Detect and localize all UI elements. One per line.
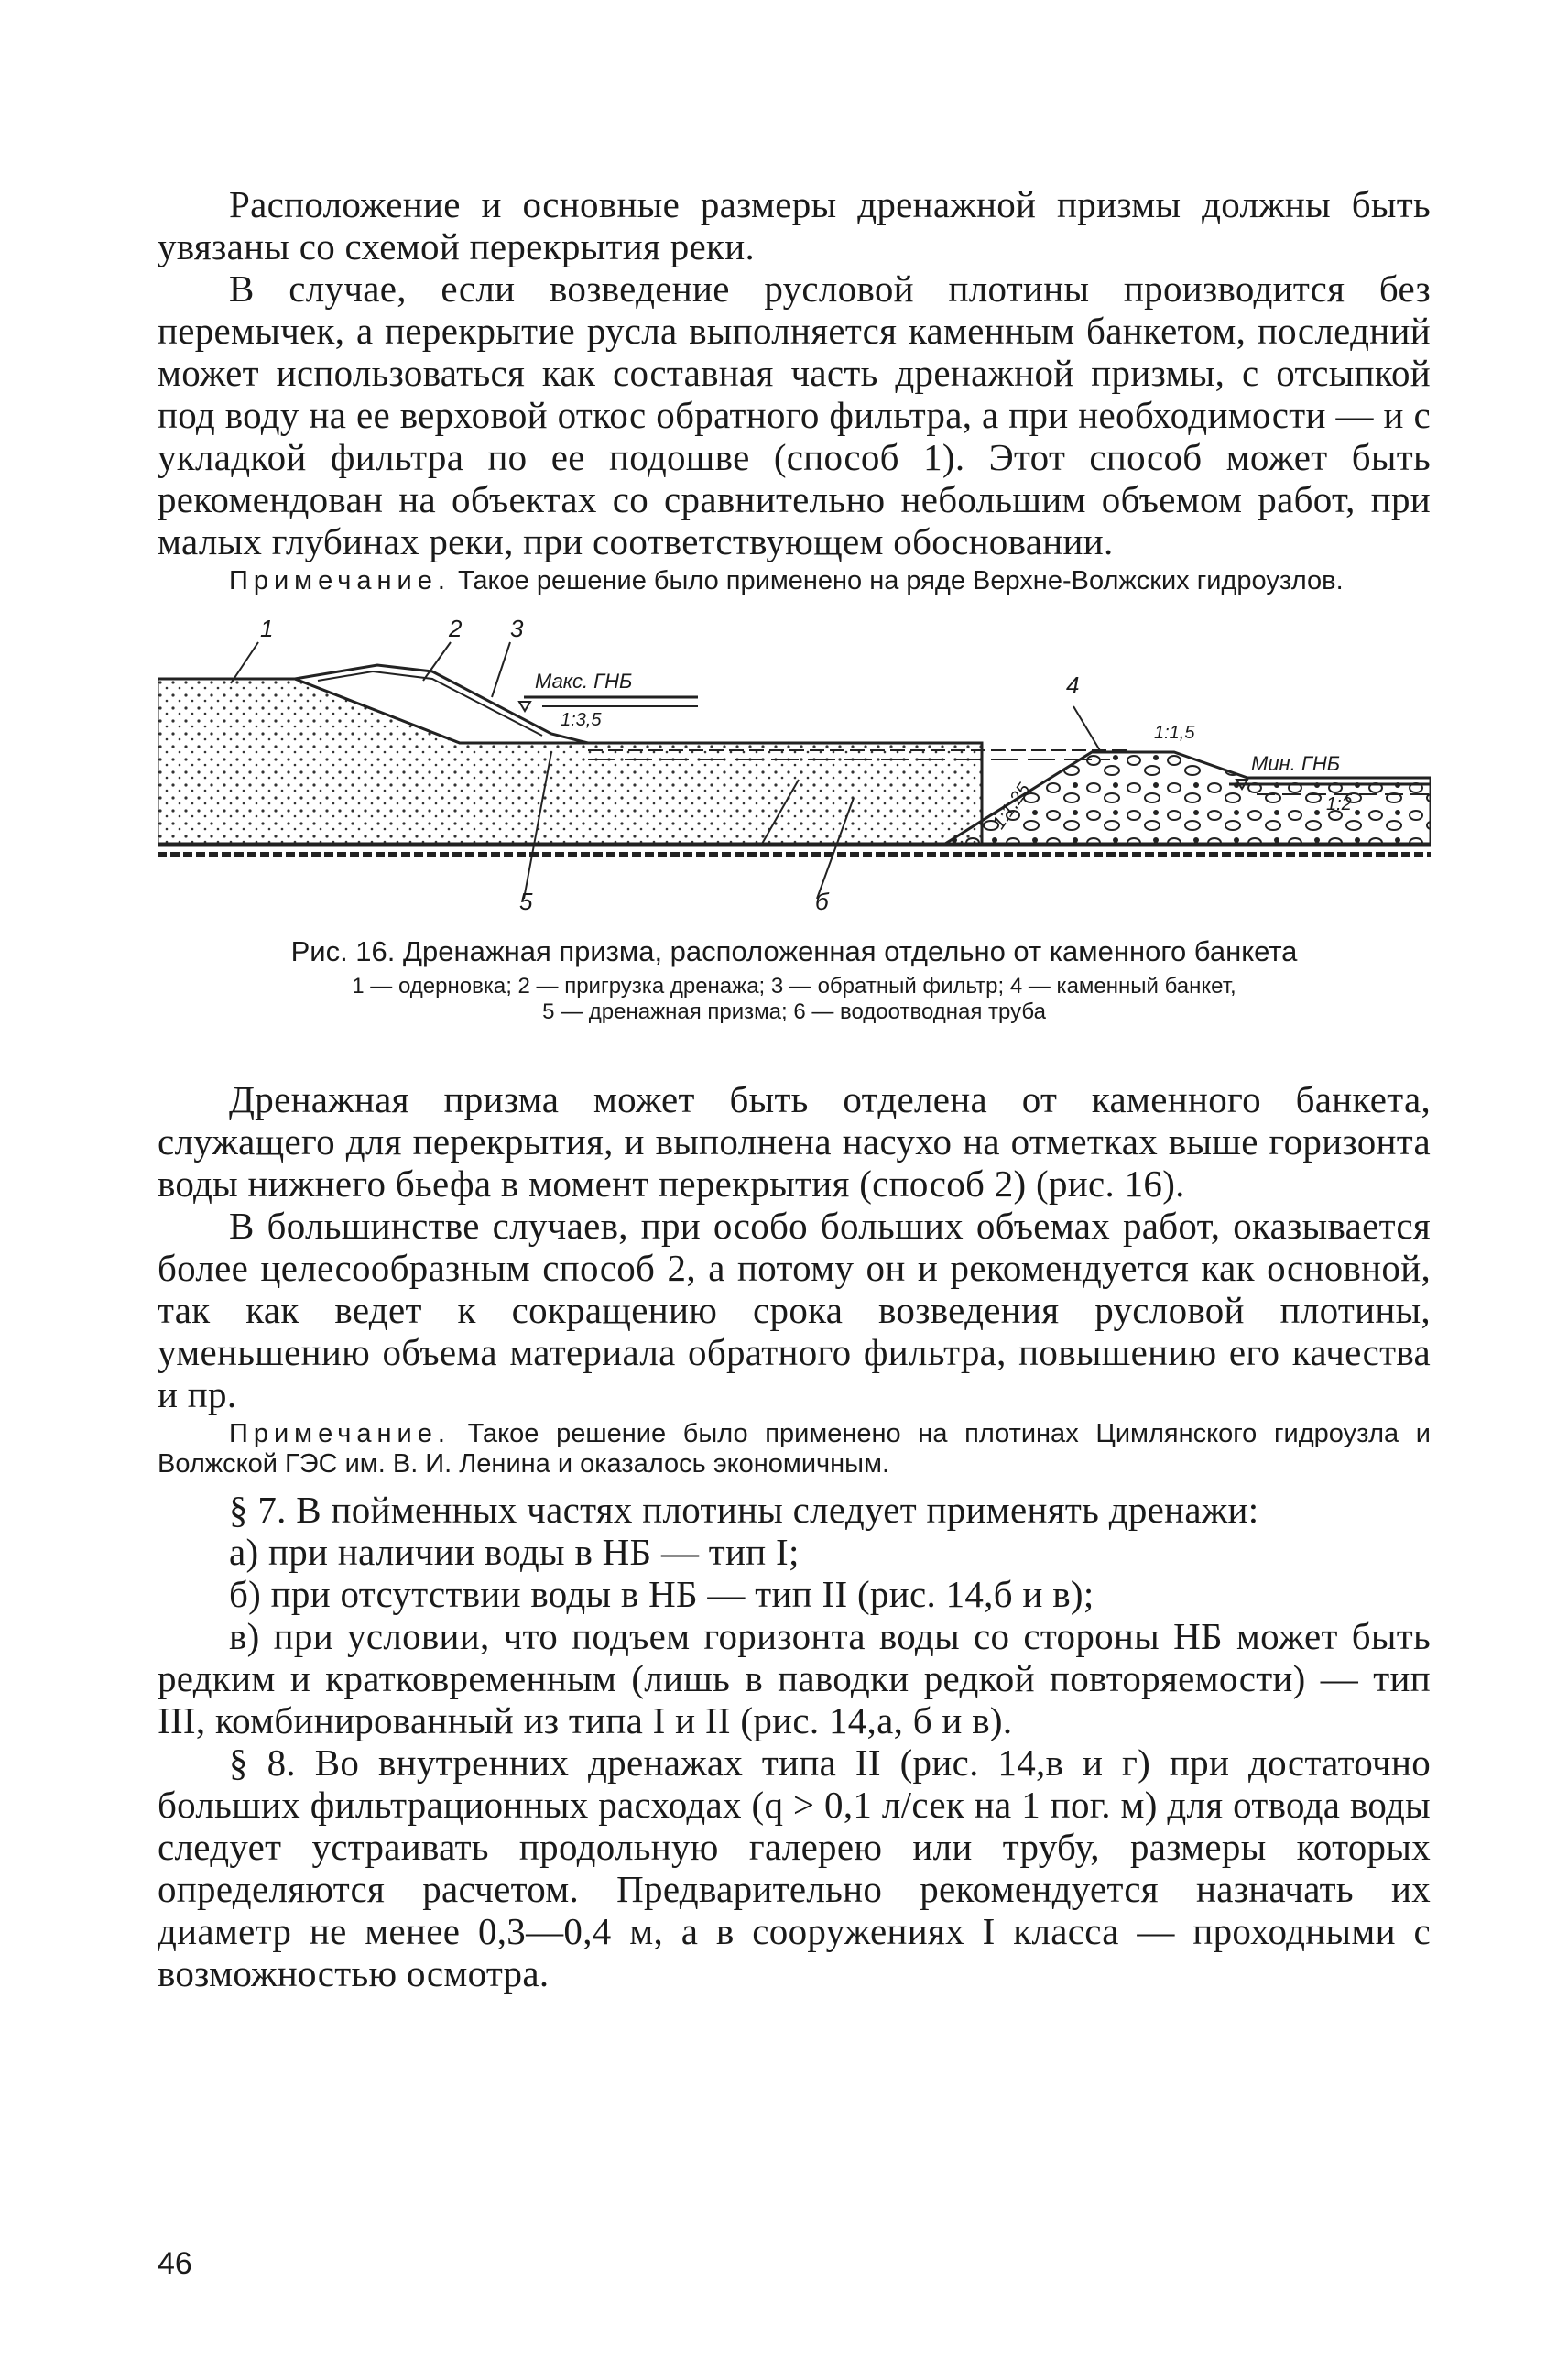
- legend-line-2: 5 — дренажная призма; 6 — водоотводная труба: [542, 999, 1046, 1024]
- section-7-heading: § 7. В пойменных частях плотины следует применять дренажи:: [229, 1489, 1259, 1531]
- note-1-text: Такое решение было применено на ряде Верхне-Волжских гидроузлов.: [450, 566, 1344, 595]
- note-2-label: Примечание.: [229, 1419, 451, 1448]
- slope-label-4: 1:2: [1326, 794, 1352, 814]
- note-2: [158, 1419, 1431, 1479]
- slope-label-2: 1:1,25: [988, 780, 1035, 834]
- max-level-label: Макс. ГНБ: [535, 670, 633, 693]
- fig-label-6: б: [815, 888, 829, 915]
- page-content: [158, 183, 1431, 1994]
- fig-label-1: 1: [260, 615, 274, 642]
- item-c: в) при условии, что подъем горизонта воды со стороны НБ может быть редким и кратковременным (лишь в паводки редкой повторяемости) — тип III, комбинированный из типа I и II (рис. 14,а, б и в).: [158, 1615, 1431, 1741]
- paragraph-4: В большинстве случаев, при особо больших объемах работ, оказывается более целесообразным способ 2, а потому он и рекомендуется как основной, так как ведет к сокращению срока возведения русловой плотины, уменьшению объема материала обратного фильтра, повышению его качества и пр.: [158, 1205, 1431, 1415]
- slope-label-1: 1:3,5: [561, 710, 602, 730]
- paragraph-1: Расположение и основные размеры дренажной призмы должны быть увязаны со схемой перекрытия реки.: [158, 183, 1431, 267]
- slope-label-3: 1:1,5: [1154, 723, 1195, 743]
- paragraph-3: Дренажная призма может быть отделена от каменного банкета, служащего для перекрытия, и выполнена насухо на отметках выше горизонта воды нижнего бьефа в момент перекрытия (способ 2) (рис. 16).: [158, 1078, 1431, 1205]
- item-b: б) при отсутствии воды в НБ — тип II (рис. 14,б и в);: [229, 1573, 1094, 1615]
- page-number: 46: [158, 2246, 192, 2281]
- figure-16-drawing: [158, 615, 1431, 917]
- note-1: [158, 566, 1431, 596]
- dam-body: [158, 679, 982, 844]
- fig-label-2: 2: [449, 615, 463, 642]
- figure-caption: Рис. 16. Дренажная призма, расположенная отдельно от каменного банкета: [290, 935, 1298, 967]
- note-2-text: Такое решение было применено на плотинах Цимлянского гидроузла и Волжской ГЭС им. В. И. Ленина и оказалось экономичным.: [158, 1419, 1431, 1479]
- fig-label-5: 5: [519, 888, 533, 915]
- paragraph-2: В случае, если возведение русловой плотины производится без перемычек, а перекрытие русла выполняется каменным банкетом, последний может использоваться как составная часть дренажной призмы, с отсыпкой под воду на ее верховой откос обратного фильтра, а при необходимости — и с укладкой фильтра по ее подошве (способ 1). Этот способ может быть рекомендован на объектах со сравнительно небольшим объемом работ, при малых глубинах реки, при соответствующем обосновании.: [158, 267, 1431, 562]
- note-1-label: Примечание.: [229, 566, 451, 595]
- fig-label-3: 3: [510, 615, 524, 642]
- section-8: § 8. Во внутренних дренажах типа II (рис. 14,в и г) при достаточно больших фильтрационных расходах (q > 0,1 л/сек на 1 пог. м) для отвода воды следует устраивать продольную галерею или трубу, размеры которых определяются расчетом. Предварительно рекомендуется назначать их диаметр не менее 0,3—0,4 м, а в сооружениях I класса — проходными с возможностью осмотра.: [158, 1741, 1431, 1994]
- figure-legend: [158, 974, 1431, 1025]
- drainage-prism-diagram: [158, 615, 1431, 917]
- legend-line-1: 1 — одерновка; 2 — пригрузка дренажа; 3 — обратный фильтр; 4 — каменный банкет,: [352, 974, 1236, 999]
- fig-label-4: 4: [1066, 671, 1080, 699]
- item-a: а) при наличии воды в НБ — тип I;: [229, 1531, 800, 1573]
- min-level-label: Мин. ГНБ: [1251, 752, 1341, 775]
